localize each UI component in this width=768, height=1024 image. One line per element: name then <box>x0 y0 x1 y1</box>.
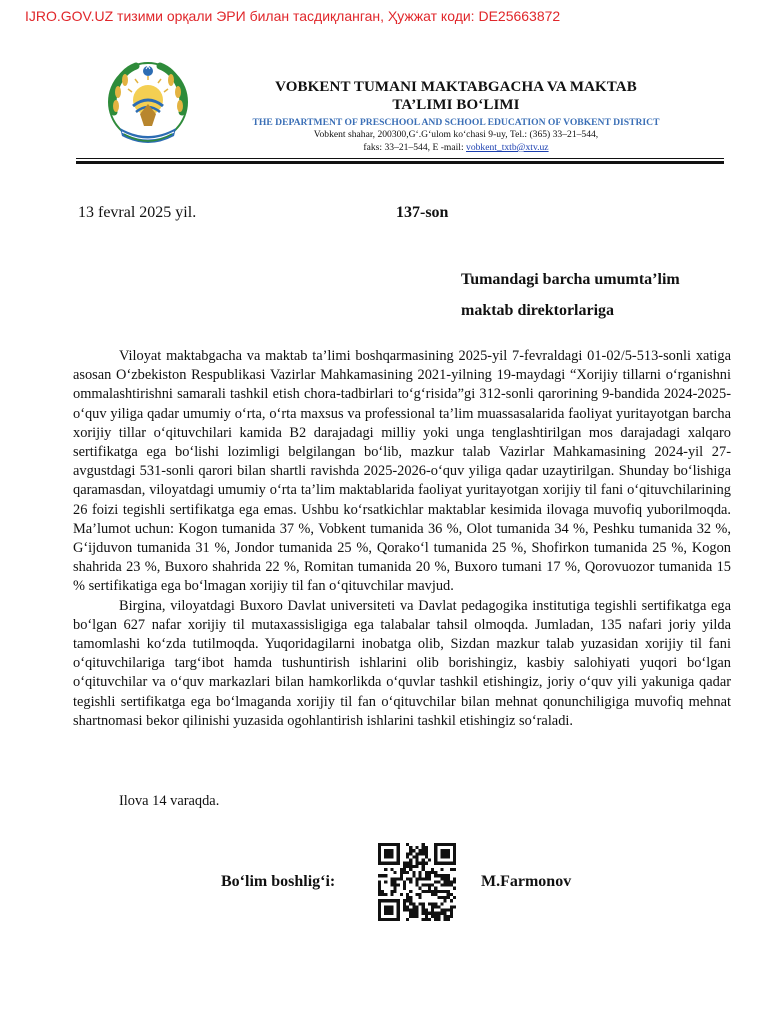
body-paragraph-2: Birgina, viloyatdagi Buxoro Davlat universiteti va Davlat pedagogika institutiga tegishli sertifikatga ega bo‘lgan 627 nafar xorijiy til mutaxassisligiga ega talabalar tahsil olmoqda. Jumladan, 135 nafari joriy yilda tamomlashi ko‘zda tutilmoqda. Yuqoridagilarni inobatga olib, Sizdan mazkur talab yuzasidan xorijiy til fani o‘qituvchilariga targ‘ibot hamda tushuntirish ishlarini olib borishingiz, kasbiy salohiyati yuqori bo‘lgan o‘qituvchilar va o‘quv markazlari bilan hamkorlikda o‘quvlar tashkil etishingiz, joriy o‘quv yili yakuniga qadar tegishli sertifikatga ega bo‘lmaganda xorijiy til fan o‘qituvchilar bilan mehnat qonunchiligiga muvofiq mehnat shartnomasi bekor qilinishi yuzasida ogohlantirish ishlarini tashkil etishingiz so‘raladi. <box>73 597 731 729</box>
letter-date: 13 fevral 2025 yil. <box>78 204 197 221</box>
org-address-line-2 <box>218 142 694 154</box>
email-link[interactable]: vobkent_txtb@xtv.uz <box>466 142 549 153</box>
org-address-line-1: Vobkent shahar, 200300,G‘.G‘ulom ko‘chasi 9-uy, Tel.: (365) 33–21–544, <box>313 129 599 140</box>
recipient-line-1: Tumandagi barcha umumta’lim <box>461 271 680 288</box>
org-name-line-2: TA’LIMI BO‘LIMI <box>392 97 520 113</box>
e-signature-stamp-text: IJRO.GOV.UZ тизими орқали ЭРИ билан тасдиқланган, Ҳужжат коди: DE25663872 <box>25 8 561 24</box>
state-emblem-icon <box>106 56 190 148</box>
recipient-line-2: maktab direktorlariga <box>461 302 615 319</box>
attachment-note: Ilova 14 varaqda. <box>119 793 220 809</box>
letter-body <box>73 347 731 731</box>
signatory-name: M.Farmonov <box>481 873 572 890</box>
org-name-line-1: VOBKENT TUMANI MAKTABGACHA VA MAKTAB <box>275 79 637 95</box>
department-header <box>218 78 694 154</box>
header-divider-thick <box>76 161 724 164</box>
letter-number: 137-son <box>396 204 449 221</box>
signatory-title: Bo‘lim boshlig‘i: <box>221 873 336 890</box>
qr-code-icon <box>376 843 458 921</box>
org-contact-prefix: faks: 33–21–544, E -mail: <box>363 142 464 153</box>
body-paragraph-1: Viloyat maktabgacha va maktab ta’limi boshqarmasining 2025-yil 7-fevraldagi 01-02/5-513-sonli xatiga asosan O‘zbekiston Respublikasi Vazirlar Mahkamasining 2021-yilning 19-maydagi “Xorijiy tillarni o‘rganishni ommalashtirishni samarali tashkil etish chora-tadbirlari to‘g‘risida”gi 312-sonli qarorining 9-bandida 2024-2025- o‘quv yiliga qadar umumiy o‘rta, o‘rta maxsus va professional ta’lim muassasalarida faoliyat yuritayotgan barcha xorijiy tillar o‘qituvchilari kamida B2 darajadagi milliy yoki unga tenglashtirilgan mos darajadagi xalqaro sertifikatga ega bo‘lishi lozimligi belgilangan bo‘lib, mazkur talab Vazirlar Mahkamasining 2024-yil 27-avgustdagi 531-sonli qarori bilan shartli ravishda 2025-2026-o‘quv yiliga qadar uzaytirilgan. Shunday bo‘lishiga qaramasdan, viloyatdagi umumiy o‘rta ta’lim maktablarida faoliyat yuritayotgan xorijiy til fani o‘qituvchilarining 26 foizi tegishli sertifikatga ega emas. Ushbu ko‘rsatkichlar maktablar kesimida ilovaga muvofiq yuborilmoqda. Ma’lumot uchun: Kogon tumanida 37 %, Vobkent tumanida 36 %, Olot tumanida 34 %, Peshku tumanida 32 %, G‘ijduvon tumanida 31 %, Jondor tumanida 25 %, Qorako‘l tumanida 25 %, Shofirkon tumanida 25 %, Kogon shahrida 23 %, Buxoro shahrida 22 %, Romitan tumanida 20 %, Buxoro tumani 17 %, Qorovuozor tumanida 15 % sertifikatiga ega bo‘lmagan xorijiy til fan o‘qituvchilar mavjud. <box>73 348 731 595</box>
org-name-english: THE DEPARTMENT OF PRESCHOOL AND SCHOOL EDUCATION OF VOBKENT DISTRICT <box>252 117 660 128</box>
header-divider-thin <box>76 158 724 159</box>
recipient-block <box>461 264 741 326</box>
